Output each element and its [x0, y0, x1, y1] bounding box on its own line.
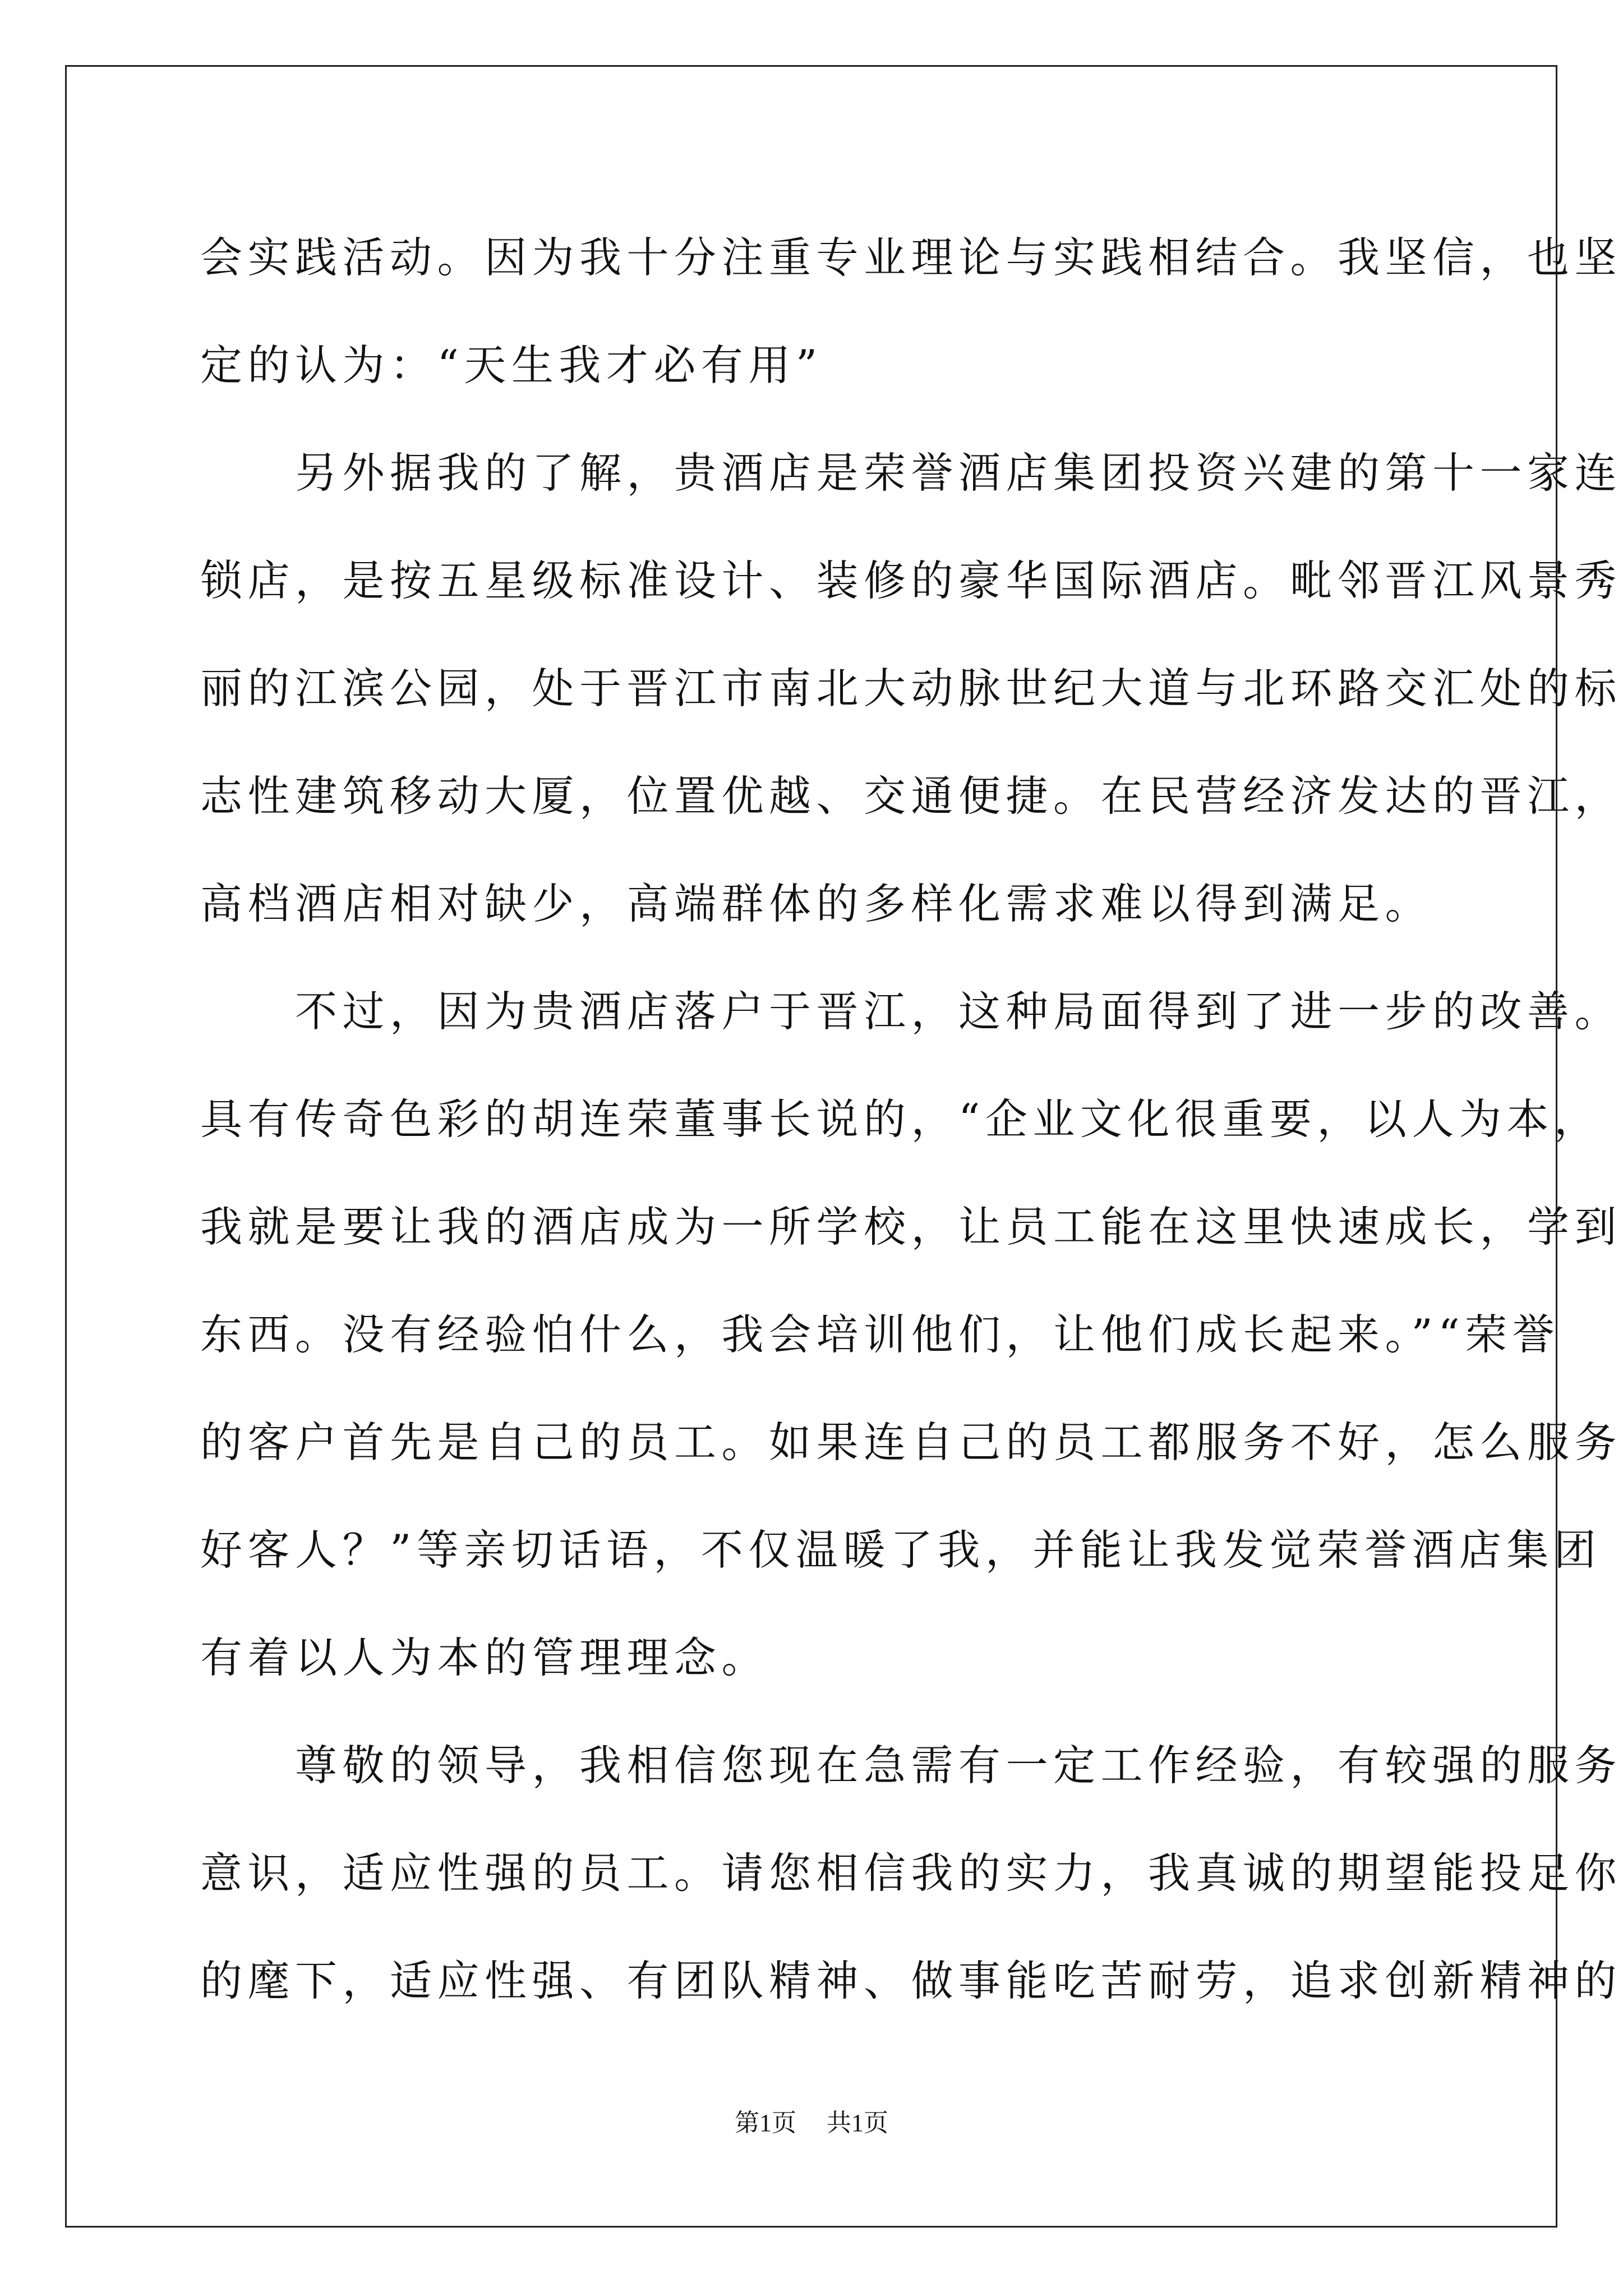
text-line: 好客人？”等亲切话语，不仅温暖了我，并能让我发觉荣誉酒店集团 [200, 1525, 1602, 1575]
text-line: 具有传奇色彩的胡连荣董事长说的，“企业文化很重要，以人为本， [200, 1094, 1602, 1144]
text-line: 不过，因为贵酒店落户于晋江，这种局面得到了进一步的改善。 [200, 987, 1622, 1036]
text-line: 另外据我的了解，贵酒店是荣誉酒店集团投资兴建的第十一家连 [200, 448, 1622, 498]
text-line: 锁店，是按五星级标准设计、装修的豪华国际酒店。毗邻晋江风景秀 [200, 556, 1622, 605]
page-total: 共1页 [827, 2109, 888, 2137]
text-line: 高档酒店相对缺少，高端群体的多样化需求难以得到满足。 [200, 879, 1433, 928]
text-line: 定的认为：“天生我才必有用” [200, 341, 823, 390]
text-line: 会实践活动。因为我十分注重专业理论与实践相结合。我坚信，也坚 [200, 233, 1622, 282]
page-number: 第1页 [735, 2109, 796, 2137]
text-line: 丽的江滨公园，处于晋江市南北大动脉世纪大道与北环路交汇处的标 [200, 664, 1622, 713]
document-body [200, 204, 1622, 2035]
text-line: 意识，适应性强的员工。请您相信我的实力，我真诚的期望能投足你 [200, 1848, 1622, 1898]
text-line: 我就是要让我的酒店成为一所学校，让员工能在这里快速成长，学到 [200, 1202, 1622, 1251]
page-footer [0, 2106, 1623, 2140]
text-line: 的麾下，适应性强、有团队精神、做事能吃苦耐劳，追求创新精神的 [200, 1956, 1622, 2005]
text-line: 有着以人为本的管理理念。 [200, 1633, 769, 1682]
text-line: 尊敬的领导，我相信您现在急需有一定工作经验，有较强的服务 [200, 1741, 1622, 1790]
text-line: 志性建筑移动大厦，位置优越、交通便捷。在民营经济发达的晋江， [200, 771, 1622, 821]
text-line: 的客户首先是自己的员工。如果连自己的员工都服务不好，怎么服务 [200, 1418, 1622, 1467]
text-line: 东西。没有经验怕什么，我会培训他们，让他们成长起来。”“荣誉 [200, 1310, 1560, 1359]
